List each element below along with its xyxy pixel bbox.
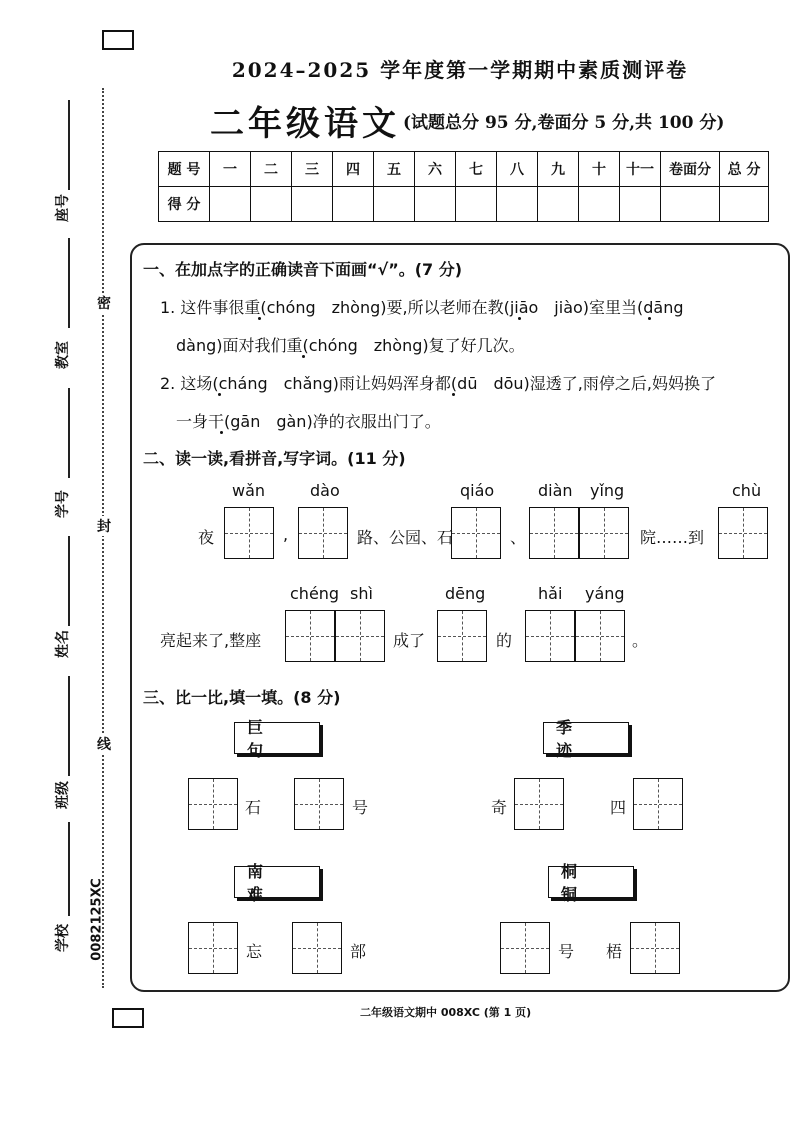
section2-heading: 二、读一读,看拼音,写字词。(11 分) — [143, 449, 406, 468]
corner-mark-bottom — [112, 1008, 144, 1028]
q1-line1: 1. 这件事很重(chóng zhòng)要,所以老师在教(jiāo jiào)室里当(dāng — [160, 298, 684, 317]
writing-grid[interactable] — [525, 610, 575, 662]
score-table-header-row — [159, 152, 769, 187]
fill-text: 的 — [496, 631, 513, 650]
fill-text: 忘 — [246, 942, 263, 961]
fill-text: 梧 — [606, 942, 623, 961]
score-table-score-row — [159, 187, 769, 222]
writing-grid[interactable] — [575, 610, 625, 662]
score-cell[interactable] — [620, 187, 661, 222]
writing-grid[interactable] — [335, 610, 385, 662]
seat-label: 座号 — [55, 194, 71, 222]
page-footer: 二年级语文期中 008XC (第 1 页) — [360, 1006, 532, 1019]
table-cell: 十 — [579, 152, 620, 187]
writing-grid[interactable] — [630, 922, 680, 974]
writing-grid[interactable] — [188, 922, 238, 974]
pinyin-label: wǎn — [232, 481, 266, 500]
score-cell[interactable] — [538, 187, 579, 222]
char-pair-box: 桐 铜 — [548, 866, 634, 898]
q2-line2: 一身干(gān gàn)净的衣服出门了。 — [176, 412, 441, 431]
table-cell: 总 分 — [720, 152, 769, 187]
fill-text: 奇 — [491, 798, 508, 817]
class-line[interactable] — [68, 676, 70, 776]
emphasis-dot — [220, 431, 223, 434]
pinyin-label: yǐng — [590, 481, 625, 500]
section3-heading: 三、比一比,填一填。(8 分) — [143, 688, 341, 707]
pinyin-label: hǎi — [538, 584, 563, 603]
seat-line[interactable] — [68, 100, 70, 190]
table-cell: 七 — [456, 152, 497, 187]
table-cell: 卷面分 — [661, 152, 720, 187]
school-line[interactable] — [68, 822, 70, 916]
emphasis-dot — [648, 317, 651, 320]
fill-text: 成了 — [393, 631, 426, 650]
score-cell[interactable] — [333, 187, 374, 222]
room-label: 教室 — [55, 341, 71, 369]
fold-mark-mi: 密 — [97, 293, 111, 313]
fold-mark-feng: 封 — [97, 516, 111, 536]
writing-grid[interactable] — [298, 507, 348, 559]
fill-text: 亮起来了,整座 — [160, 631, 262, 650]
fill-text: 。 — [632, 631, 649, 650]
table-cell: 九 — [538, 152, 579, 187]
writing-grid[interactable] — [529, 507, 579, 559]
school-label: 学校 — [55, 924, 71, 952]
fill-text: 院……到 — [640, 528, 705, 547]
score-cell[interactable] — [456, 187, 497, 222]
writing-grid[interactable] — [633, 778, 683, 830]
pinyin-label: yáng — [585, 584, 625, 603]
q2-line1: 2. 这场(cháng chǎng)雨让妈妈浑身都(dū dōu)湿透了,雨停之后,妈妈换了 — [160, 374, 716, 393]
table-cell: 四 — [333, 152, 374, 187]
writing-grid[interactable] — [718, 507, 768, 559]
pinyin-label: chéng — [290, 584, 340, 603]
fill-text: 部 — [350, 942, 367, 961]
fill-text: 夜 — [198, 528, 215, 547]
char-pair-box: 巨 句 — [234, 722, 320, 754]
score-note: (试题总分 95 分,卷面分 5 分,共 100 分) — [403, 113, 725, 133]
score-cell[interactable] — [292, 187, 333, 222]
pinyin-label: qiáo — [460, 481, 495, 500]
pinyin-label: diàn — [538, 481, 573, 500]
score-cell[interactable] — [661, 187, 720, 222]
exam-code: 0082125XC — [89, 878, 105, 961]
table-cell: 一 — [210, 152, 251, 187]
fill-text: 号 — [352, 798, 369, 817]
fill-text: 四 — [610, 798, 627, 817]
writing-grid[interactable] — [285, 610, 335, 662]
name-label: 姓名 — [55, 630, 71, 658]
pinyin-label: chù — [732, 481, 762, 500]
writing-grid[interactable] — [294, 778, 344, 830]
score-cell[interactable] — [720, 187, 769, 222]
writing-grid[interactable] — [224, 507, 274, 559]
fill-text: 号 — [558, 942, 575, 961]
table-cell: 二 — [251, 152, 292, 187]
q1-line2: dàng)面对我们重(chóng zhòng)复了好几次。 — [176, 336, 525, 355]
score-cell[interactable] — [251, 187, 292, 222]
exam-title: 2024–2025 学年度第一学期期中素质测评卷 — [231, 58, 689, 82]
emphasis-dot — [518, 317, 521, 320]
class-label: 班级 — [55, 781, 71, 809]
score-cell[interactable] — [415, 187, 456, 222]
pinyin-label: dào — [310, 481, 340, 500]
fill-text: 路、公园、石 — [357, 528, 454, 547]
writing-grid[interactable] — [437, 610, 487, 662]
student-no-label: 学号 — [55, 490, 71, 518]
student-no-line[interactable] — [68, 388, 70, 478]
emphasis-dot — [218, 393, 221, 396]
char-pair-box: 南 难 — [234, 866, 320, 898]
char-pair-box: 季 迹 — [543, 722, 629, 754]
table-cell: 五 — [374, 152, 415, 187]
writing-grid[interactable] — [579, 507, 629, 559]
pinyin-label: dēng — [445, 584, 486, 603]
fold-line — [102, 88, 104, 988]
room-line[interactable] — [68, 238, 70, 328]
score-cell[interactable] — [210, 187, 251, 222]
emphasis-dot — [302, 355, 305, 358]
name-line[interactable] — [68, 536, 70, 626]
table-cell: 八 — [497, 152, 538, 187]
emphasis-dot — [258, 317, 261, 320]
section1-heading: 一、在加点字的正确读音下面画“√”。(7 分) — [143, 260, 463, 279]
table-cell: 得 分 — [159, 187, 210, 222]
score-cell[interactable] — [374, 187, 415, 222]
score-cell[interactable] — [497, 187, 538, 222]
pinyin-label: shì — [350, 584, 373, 603]
table-cell: 题 号 — [159, 152, 210, 187]
writing-grid[interactable] — [514, 778, 564, 830]
table-cell: 三 — [292, 152, 333, 187]
writing-grid[interactable] — [451, 507, 501, 559]
table-cell: 六 — [415, 152, 456, 187]
writing-grid[interactable] — [500, 922, 550, 974]
fill-text: 石 — [245, 798, 262, 817]
subject-title: 二年级语文 — [210, 104, 400, 144]
score-table — [158, 151, 769, 222]
corner-mark-top — [102, 30, 134, 50]
writing-grid[interactable] — [292, 922, 342, 974]
score-cell[interactable] — [579, 187, 620, 222]
emphasis-dot — [452, 393, 455, 396]
fill-text: , — [283, 525, 289, 544]
fill-text: 、 — [510, 528, 527, 547]
writing-grid[interactable] — [188, 778, 238, 830]
fold-mark-xian: 线 — [97, 734, 111, 754]
table-cell: 十一 — [620, 152, 661, 187]
